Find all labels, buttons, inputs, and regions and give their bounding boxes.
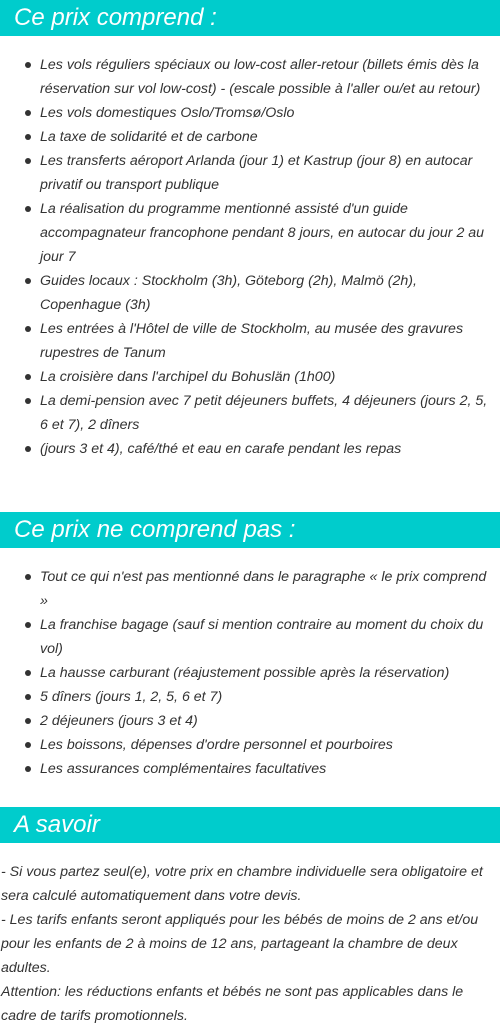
paragraph: Attention: les réductions enfants et bébés ne sont pas applicables dans le cadre de tarifs promotionnels. — [1, 984, 464, 1024]
list-item: La croisière dans l'archipel du Bohuslän (1h00) — [40, 365, 500, 389]
list-item: La hausse carburant (réajustement possible après la réservation) — [40, 661, 500, 685]
list-item: Les entrées à l'Hôtel de ville de Stockholm, au musée des gravures rupestres de Tanum — [40, 317, 500, 365]
list-item: Les vols réguliers spéciaux ou low-cost aller-retour (billets émis dès la réservation sur vol low-cost) - (escale possible à l'aller ou/et au retour) — [40, 53, 500, 101]
paragraph: - Les tarifs enfants seront appliqués pour les bébés de moins de 2 ans et/ou pour les enfants de 2 à moins de 12 ans, partageant la chambre de deux adultes. — [1, 912, 479, 976]
section-title-included: Ce prix comprend : — [0, 0, 500, 36]
not-included-list — [0, 565, 500, 781]
list-item: La demi-pension avec 7 petit déjeuners buffets, 4 déjeuners (jours 2, 5, 6 et 7), 2 dîners — [40, 389, 500, 437]
good-to-know-text — [0, 860, 500, 1028]
section-not-included — [0, 512, 500, 781]
included-list — [0, 53, 500, 461]
section-included — [0, 0, 500, 461]
section-title-not-included: Ce prix ne comprend pas : — [0, 512, 500, 548]
list-item: Les transferts aéroport Arlanda (jour 1) et Kastrup (jour 8) en autocar privatif ou transport publique — [40, 149, 500, 197]
list-item: La franchise bagage (sauf si mention contraire au moment du choix du vol) — [40, 613, 500, 661]
list-item: La taxe de solidarité et de carbone — [40, 125, 500, 149]
list-item: (jours 3 et 4), café/thé et eau en carafe pendant les repas — [40, 437, 500, 461]
list-item: 5 dîners (jours 1, 2, 5, 6 et 7) — [40, 685, 500, 709]
list-item: 2 déjeuners (jours 3 et 4) — [40, 709, 500, 733]
list-item: Guides locaux : Stockholm (3h), Göteborg (2h), Malmö (2h), Copenhague (3h) — [40, 269, 500, 317]
section-title-good-to-know: A savoir — [0, 807, 500, 843]
list-item: Les vols domestiques Oslo/Tromsø/Oslo — [40, 101, 500, 125]
list-item: Les assurances complémentaires facultatives — [40, 757, 500, 781]
list-item: Tout ce qui n'est pas mentionné dans le paragraphe « le prix comprend » — [40, 565, 500, 613]
section-good-to-know — [0, 807, 500, 1028]
list-item: La réalisation du programme mentionné assisté d'un guide accompagnateur francophone pendant 8 jours, en autocar du jour 2 au jour 7 — [40, 197, 500, 269]
paragraph: - Si vous partez seul(e), votre prix en chambre individuelle sera obligatoire et sera calculé automatiquement dans votre devis. — [1, 864, 483, 904]
list-item: Les boissons, dépenses d'ordre personnel et pourboires — [40, 733, 500, 757]
